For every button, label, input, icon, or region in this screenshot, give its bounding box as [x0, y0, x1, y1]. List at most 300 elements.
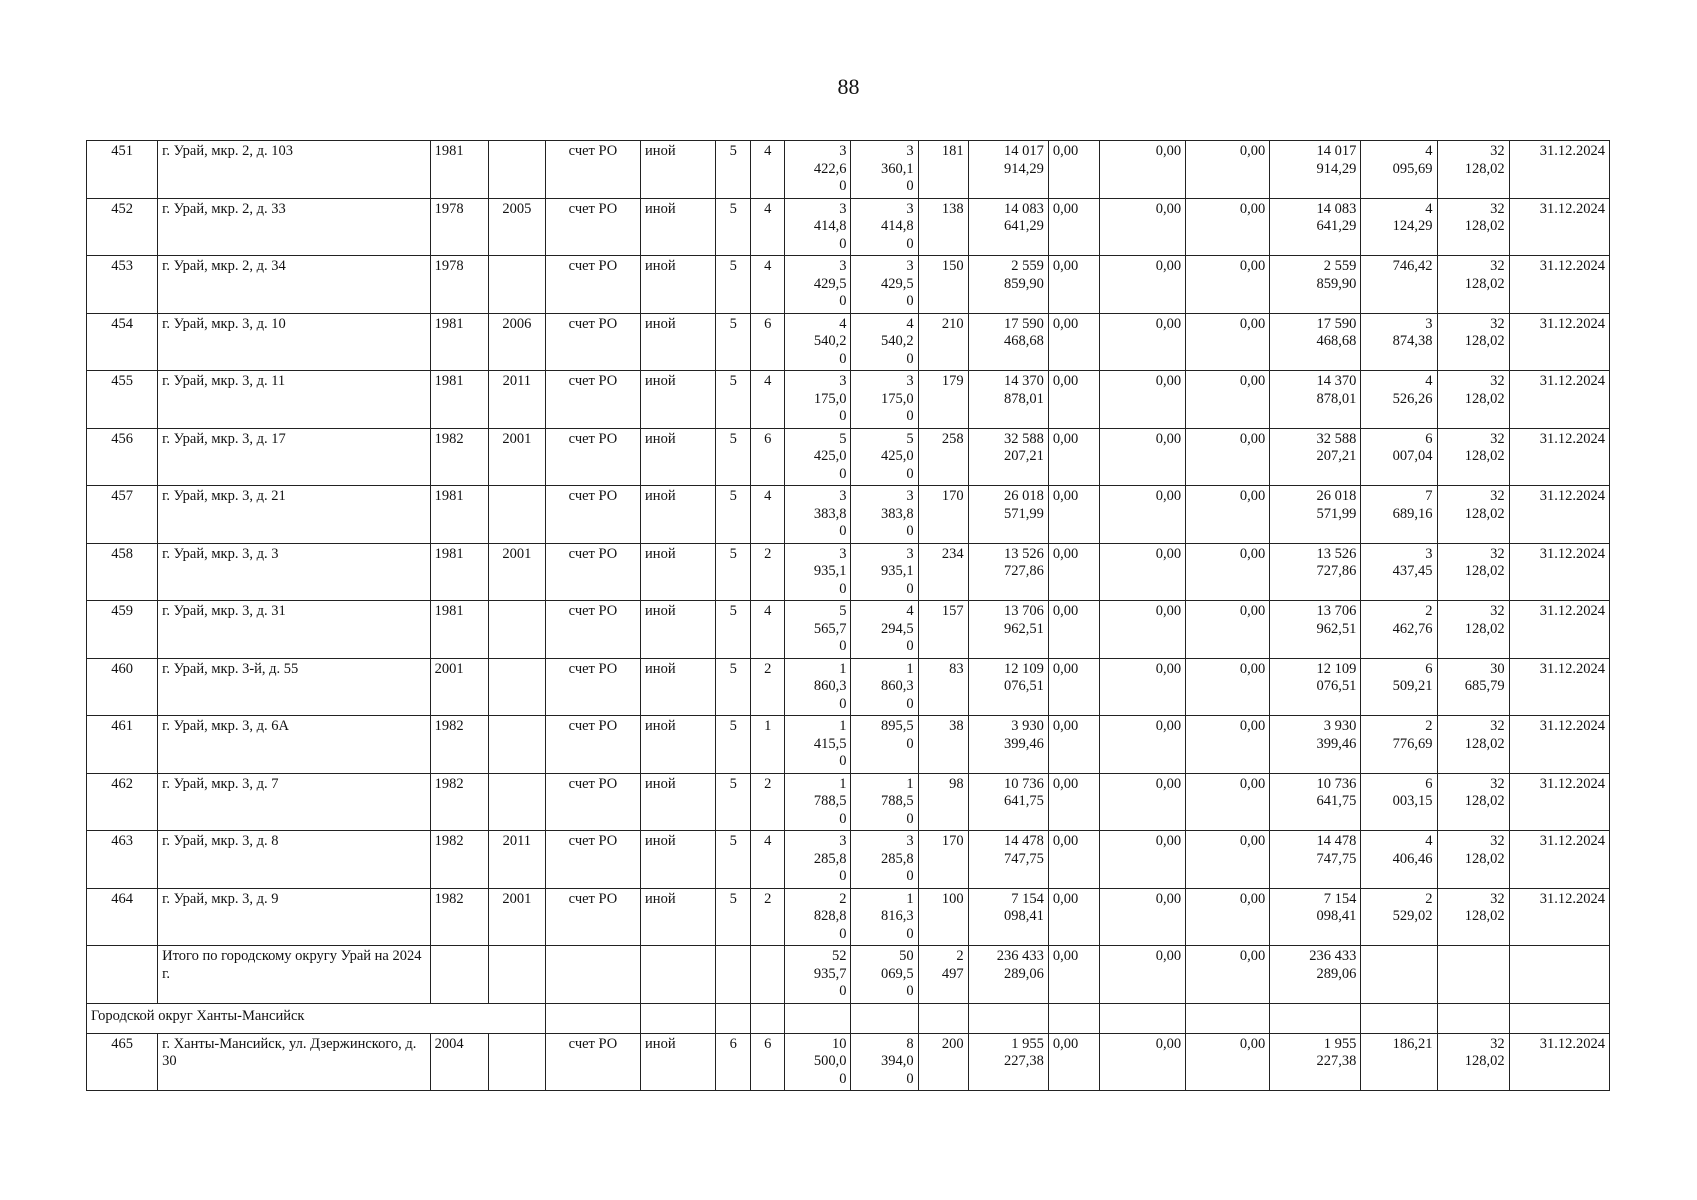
cell-row-number: 460 [87, 658, 158, 716]
table-row [87, 716, 1610, 774]
cell-total-area: 3 935,1 0 [785, 543, 851, 601]
cell-row-number: 465 [87, 1033, 158, 1091]
cell-residents: 258 [918, 428, 968, 486]
cell-residential-area: 1 816,3 0 [851, 888, 918, 946]
cell-material-type: иной [641, 198, 716, 256]
cell-unit-cost: 4 406,46 [1361, 831, 1437, 889]
empty-cell [641, 1003, 716, 1033]
cell-max-unit-cost: 32 128,02 [1437, 256, 1509, 314]
housing-registry-table [86, 140, 1610, 1091]
cell-residents: 210 [918, 313, 968, 371]
cell-completion-date: 31.12.2024 [1509, 141, 1609, 199]
cell-entrances: 6 [751, 428, 785, 486]
cell-floors: 5 [716, 658, 751, 716]
cell-row-number: 458 [87, 543, 158, 601]
cell-entrances: 4 [751, 601, 785, 659]
cell-total-cost: 1 955 227,38 [968, 1033, 1048, 1091]
cell-unit-cost: 2 529,02 [1361, 888, 1437, 946]
cell-completion-date: 31.12.2024 [1509, 428, 1609, 486]
cell-material-type: иной [641, 716, 716, 774]
cell-residents: 98 [918, 773, 968, 831]
empty-cell [1099, 1003, 1185, 1033]
cell-municipal-funds: 0,00 [1186, 773, 1270, 831]
cell-fund-method: счет РО [545, 313, 640, 371]
cell-regional-funds: 0,00 [1099, 313, 1185, 371]
cell-address: г. Урай, мкр. 3, д. 11 [158, 371, 431, 429]
cell-unit-cost: 4 526,26 [1361, 371, 1437, 429]
cell-material-type: иной [641, 1033, 716, 1091]
table-row [87, 888, 1610, 946]
empty-cell [545, 1003, 640, 1033]
empty-cell [1048, 1003, 1099, 1033]
cell-row-number: 461 [87, 716, 158, 774]
cell-material-type: иной [641, 543, 716, 601]
cell-total-cost: 2 559 859,90 [968, 256, 1048, 314]
cell-residential-area: 50 069,5 0 [851, 946, 918, 1004]
table-row [87, 486, 1610, 544]
cell-municipal-funds: 0,00 [1186, 831, 1270, 889]
cell-federal-funds: 0,00 [1048, 658, 1099, 716]
cell-total-area: 10 500,0 0 [785, 1033, 851, 1091]
cell-total-area: 1 860,3 0 [785, 658, 851, 716]
cell-entrances: 4 [751, 486, 785, 544]
cell-address: г. Урай, мкр. 2, д. 103 [158, 141, 431, 199]
cell-overhaul-year: 2001 [488, 543, 545, 601]
empty-cell [1361, 1003, 1437, 1033]
cell-entrances: 2 [751, 773, 785, 831]
cell-build-year: 1978 [430, 198, 488, 256]
cell-residential-area: 4 540,2 0 [851, 313, 918, 371]
cell-total-area: 2 828,8 0 [785, 888, 851, 946]
cell-address: г. Урай, мкр. 2, д. 33 [158, 198, 431, 256]
cell-material-type: иной [641, 313, 716, 371]
cell-regional-funds: 0,00 [1099, 371, 1185, 429]
cell-row-number: 462 [87, 773, 158, 831]
cell-regional-funds: 0,00 [1099, 141, 1185, 199]
cell-fund-method: счет РО [545, 658, 640, 716]
cell-residential-area: 3 414,8 0 [851, 198, 918, 256]
cell-build-year: 1981 [430, 601, 488, 659]
cell-completion-date: 31.12.2024 [1509, 888, 1609, 946]
cell-regional-funds: 0,00 [1099, 198, 1185, 256]
cell-unit-cost: 746,42 [1361, 256, 1437, 314]
cell-completion-date: 31.12.2024 [1509, 773, 1609, 831]
cell-overhaul-year: 2001 [488, 428, 545, 486]
section-header-row [87, 1003, 1610, 1033]
empty-cell [716, 1003, 751, 1033]
cell-floors: 5 [716, 601, 751, 659]
empty-cell [968, 1003, 1048, 1033]
cell-build-year: 1982 [430, 428, 488, 486]
cell-total-area: 1 788,5 0 [785, 773, 851, 831]
cell-unit-cost [1361, 946, 1437, 1004]
cell-max-unit-cost: 32 128,02 [1437, 486, 1509, 544]
cell-total-area: 3 285,8 0 [785, 831, 851, 889]
cell-total-area: 52 935,7 0 [785, 946, 851, 1004]
cell-municipal-funds: 0,00 [1186, 888, 1270, 946]
cell-address: г. Урай, мкр. 3, д. 17 [158, 428, 431, 486]
cell-owner-funds: 14 370 878,01 [1270, 371, 1361, 429]
cell-entrances [751, 946, 785, 1004]
cell-entrances: 4 [751, 198, 785, 256]
cell-federal-funds: 0,00 [1048, 313, 1099, 371]
cell-row-number: 452 [87, 198, 158, 256]
cell-regional-funds: 0,00 [1099, 658, 1185, 716]
cell-build-year: 1978 [430, 256, 488, 314]
cell-municipal-funds: 0,00 [1186, 486, 1270, 544]
cell-row-number [87, 946, 158, 1004]
table-row [87, 543, 1610, 601]
cell-federal-funds: 0,00 [1048, 946, 1099, 1004]
cell-municipal-funds: 0,00 [1186, 141, 1270, 199]
cell-residential-area: 1 860,3 0 [851, 658, 918, 716]
cell-regional-funds: 0,00 [1099, 888, 1185, 946]
cell-address: г. Урай, мкр. 2, д. 34 [158, 256, 431, 314]
cell-municipal-funds: 0,00 [1186, 658, 1270, 716]
cell-unit-cost: 3 874,38 [1361, 313, 1437, 371]
cell-build-year: 1982 [430, 773, 488, 831]
section-title: Городской округ Ханты-Мансийск [87, 1003, 546, 1033]
cell-residents: 150 [918, 256, 968, 314]
cell-total-cost: 14 017 914,29 [968, 141, 1048, 199]
cell-owner-funds: 14 083 641,29 [1270, 198, 1361, 256]
cell-total-area: 5 565,7 0 [785, 601, 851, 659]
cell-completion-date: 31.12.2024 [1509, 486, 1609, 544]
table-row [87, 313, 1610, 371]
cell-overhaul-year [488, 658, 545, 716]
cell-owner-funds: 3 930 399,46 [1270, 716, 1361, 774]
cell-row-number: 464 [87, 888, 158, 946]
cell-overhaul-year [488, 716, 545, 774]
cell-residential-area: 3 935,1 0 [851, 543, 918, 601]
cell-row-number: 463 [87, 831, 158, 889]
cell-owner-funds: 1 955 227,38 [1270, 1033, 1361, 1091]
cell-material-type: иной [641, 601, 716, 659]
cell-municipal-funds: 0,00 [1186, 1033, 1270, 1091]
cell-owner-funds: 17 590 468,68 [1270, 313, 1361, 371]
empty-cell [851, 1003, 918, 1033]
cell-overhaul-year [488, 601, 545, 659]
cell-floors: 5 [716, 141, 751, 199]
cell-residents: 38 [918, 716, 968, 774]
cell-max-unit-cost: 32 128,02 [1437, 601, 1509, 659]
cell-material-type: иной [641, 888, 716, 946]
cell-row-number: 454 [87, 313, 158, 371]
cell-material-type: иной [641, 428, 716, 486]
cell-completion-date: 31.12.2024 [1509, 198, 1609, 256]
cell-build-year: 1982 [430, 831, 488, 889]
cell-total-cost: 14 478 747,75 [968, 831, 1048, 889]
table-row [87, 371, 1610, 429]
cell-overhaul-year [488, 773, 545, 831]
cell-floors: 5 [716, 428, 751, 486]
cell-floors: 6 [716, 1033, 751, 1091]
cell-owner-funds: 236 433 289,06 [1270, 946, 1361, 1004]
cell-residents: 200 [918, 1033, 968, 1091]
cell-entrances: 4 [751, 141, 785, 199]
cell-total-cost: 14 083 641,29 [968, 198, 1048, 256]
cell-owner-funds: 13 526 727,86 [1270, 543, 1361, 601]
cell-federal-funds: 0,00 [1048, 428, 1099, 486]
cell-federal-funds: 0,00 [1048, 543, 1099, 601]
cell-build-year: 1982 [430, 888, 488, 946]
cell-completion-date [1509, 946, 1609, 1004]
cell-owner-funds: 12 109 076,51 [1270, 658, 1361, 716]
cell-floors: 5 [716, 198, 751, 256]
cell-federal-funds: 0,00 [1048, 141, 1099, 199]
cell-residential-area: 1 788,5 0 [851, 773, 918, 831]
cell-residents: 2 497 [918, 946, 968, 1004]
cell-row-number: 457 [87, 486, 158, 544]
cell-total-cost: 13 706 962,51 [968, 601, 1048, 659]
cell-unit-cost: 2 776,69 [1361, 716, 1437, 774]
cell-residential-area: 8 394,0 0 [851, 1033, 918, 1091]
cell-overhaul-year: 2001 [488, 888, 545, 946]
cell-fund-method: счет РО [545, 198, 640, 256]
cell-residential-area: 3 383,8 0 [851, 486, 918, 544]
cell-federal-funds: 0,00 [1048, 773, 1099, 831]
cell-address: г. Урай, мкр. 3, д. 6А [158, 716, 431, 774]
cell-overhaul-year [488, 946, 545, 1004]
cell-fund-method: счет РО [545, 831, 640, 889]
cell-floors: 5 [716, 256, 751, 314]
empty-cell [1437, 1003, 1509, 1033]
cell-floors: 5 [716, 486, 751, 544]
cell-max-unit-cost: 32 128,02 [1437, 888, 1509, 946]
cell-residents: 234 [918, 543, 968, 601]
cell-total-cost: 236 433 289,06 [968, 946, 1048, 1004]
cell-total-area: 3 175,0 0 [785, 371, 851, 429]
cell-residential-area: 3 285,8 0 [851, 831, 918, 889]
cell-address: г. Урай, мкр. 3, д. 21 [158, 486, 431, 544]
cell-unit-cost: 6 003,15 [1361, 773, 1437, 831]
empty-cell [785, 1003, 851, 1033]
cell-municipal-funds: 0,00 [1186, 313, 1270, 371]
cell-fund-method: счет РО [545, 716, 640, 774]
cell-total-area: 3 429,5 0 [785, 256, 851, 314]
cell-municipal-funds: 0,00 [1186, 543, 1270, 601]
cell-owner-funds: 26 018 571,99 [1270, 486, 1361, 544]
cell-build-year: 2001 [430, 658, 488, 716]
cell-residents: 181 [918, 141, 968, 199]
cell-total-cost: 7 154 098,41 [968, 888, 1048, 946]
table-row [87, 831, 1610, 889]
cell-total-cost: 10 736 641,75 [968, 773, 1048, 831]
cell-regional-funds: 0,00 [1099, 946, 1185, 1004]
cell-owner-funds: 32 588 207,21 [1270, 428, 1361, 486]
cell-unit-cost: 7 689,16 [1361, 486, 1437, 544]
cell-residents: 83 [918, 658, 968, 716]
cell-floors: 5 [716, 371, 751, 429]
cell-unit-cost: 6 509,21 [1361, 658, 1437, 716]
cell-federal-funds: 0,00 [1048, 1033, 1099, 1091]
cell-overhaul-year: 2006 [488, 313, 545, 371]
cell-address: г. Урай, мкр. 3, д. 9 [158, 888, 431, 946]
cell-federal-funds: 0,00 [1048, 888, 1099, 946]
cell-federal-funds: 0,00 [1048, 601, 1099, 659]
cell-material-type: иной [641, 773, 716, 831]
cell-municipal-funds: 0,00 [1186, 371, 1270, 429]
cell-municipal-funds: 0,00 [1186, 428, 1270, 486]
total-row [87, 946, 1610, 1004]
table-row [87, 428, 1610, 486]
cell-address: г. Урай, мкр. 3, д. 7 [158, 773, 431, 831]
cell-fund-method: счет РО [545, 428, 640, 486]
cell-material-type [641, 946, 716, 1004]
cell-total-area: 5 425,0 0 [785, 428, 851, 486]
table-row [87, 141, 1610, 199]
cell-completion-date: 31.12.2024 [1509, 256, 1609, 314]
cell-overhaul-year: 2011 [488, 371, 545, 429]
cell-max-unit-cost: 32 128,02 [1437, 716, 1509, 774]
cell-max-unit-cost: 32 128,02 [1437, 371, 1509, 429]
cell-residents: 100 [918, 888, 968, 946]
cell-residents: 179 [918, 371, 968, 429]
cell-row-number: 455 [87, 371, 158, 429]
cell-fund-method: счет РО [545, 1033, 640, 1091]
cell-build-year: 1981 [430, 543, 488, 601]
cell-regional-funds: 0,00 [1099, 486, 1185, 544]
cell-build-year: 1981 [430, 486, 488, 544]
cell-max-unit-cost: 30 685,79 [1437, 658, 1509, 716]
empty-cell [1186, 1003, 1270, 1033]
cell-total-cost: 12 109 076,51 [968, 658, 1048, 716]
cell-overhaul-year [488, 256, 545, 314]
cell-total-area: 4 540,2 0 [785, 313, 851, 371]
cell-total-area: 3 414,8 0 [785, 198, 851, 256]
cell-address: г. Урай, мкр. 3-й, д. 55 [158, 658, 431, 716]
cell-overhaul-year [488, 486, 545, 544]
cell-regional-funds: 0,00 [1099, 256, 1185, 314]
cell-owner-funds: 10 736 641,75 [1270, 773, 1361, 831]
cell-floors [716, 946, 751, 1004]
cell-federal-funds: 0,00 [1048, 198, 1099, 256]
cell-total-cost: 17 590 468,68 [968, 313, 1048, 371]
cell-row-number: 456 [87, 428, 158, 486]
cell-total-area: 3 422,6 0 [785, 141, 851, 199]
cell-floors: 5 [716, 716, 751, 774]
cell-unit-cost: 6 007,04 [1361, 428, 1437, 486]
cell-owner-funds: 2 559 859,90 [1270, 256, 1361, 314]
cell-build-year: 1981 [430, 371, 488, 429]
empty-cell [918, 1003, 968, 1033]
cell-federal-funds: 0,00 [1048, 486, 1099, 544]
cell-overhaul-year: 2011 [488, 831, 545, 889]
table-row [87, 773, 1610, 831]
cell-regional-funds: 0,00 [1099, 716, 1185, 774]
cell-residential-area: 3 429,5 0 [851, 256, 918, 314]
cell-municipal-funds: 0,00 [1186, 256, 1270, 314]
cell-owner-funds: 13 706 962,51 [1270, 601, 1361, 659]
cell-fund-method: счет РО [545, 888, 640, 946]
cell-fund-method: счет РО [545, 486, 640, 544]
table-row [87, 601, 1610, 659]
cell-residential-area: 5 425,0 0 [851, 428, 918, 486]
cell-entrances: 6 [751, 1033, 785, 1091]
cell-total-cost: 13 526 727,86 [968, 543, 1048, 601]
cell-unit-cost: 3 437,45 [1361, 543, 1437, 601]
cell-material-type: иной [641, 141, 716, 199]
cell-residential-area: 3 175,0 0 [851, 371, 918, 429]
cell-floors: 5 [716, 543, 751, 601]
cell-fund-method: счет РО [545, 141, 640, 199]
cell-row-number: 451 [87, 141, 158, 199]
cell-total-cost: 26 018 571,99 [968, 486, 1048, 544]
cell-residential-area: 4 294,5 0 [851, 601, 918, 659]
cell-completion-date: 31.12.2024 [1509, 371, 1609, 429]
cell-build-year: 1981 [430, 141, 488, 199]
cell-fund-method: счет РО [545, 601, 640, 659]
table-row [87, 658, 1610, 716]
cell-federal-funds: 0,00 [1048, 371, 1099, 429]
registry-body [87, 141, 1610, 1091]
cell-unit-cost: 4 095,69 [1361, 141, 1437, 199]
cell-total-cost: 14 370 878,01 [968, 371, 1048, 429]
cell-material-type: иной [641, 831, 716, 889]
cell-entrances: 6 [751, 313, 785, 371]
cell-material-type: иной [641, 486, 716, 544]
cell-regional-funds: 0,00 [1099, 543, 1185, 601]
cell-floors: 5 [716, 888, 751, 946]
cell-completion-date: 31.12.2024 [1509, 831, 1609, 889]
cell-federal-funds: 0,00 [1048, 716, 1099, 774]
cell-residents: 157 [918, 601, 968, 659]
cell-completion-date: 31.12.2024 [1509, 1033, 1609, 1091]
cell-entrances: 4 [751, 371, 785, 429]
cell-completion-date: 31.12.2024 [1509, 313, 1609, 371]
cell-max-unit-cost: 32 128,02 [1437, 198, 1509, 256]
cell-municipal-funds: 0,00 [1186, 601, 1270, 659]
cell-regional-funds: 0,00 [1099, 831, 1185, 889]
cell-unit-cost: 2 462,76 [1361, 601, 1437, 659]
cell-floors: 5 [716, 313, 751, 371]
cell-overhaul-year [488, 141, 545, 199]
cell-address: г. Урай, мкр. 3, д. 3 [158, 543, 431, 601]
cell-build-year: 1981 [430, 313, 488, 371]
cell-material-type: иной [641, 371, 716, 429]
empty-cell [751, 1003, 785, 1033]
cell-municipal-funds: 0,00 [1186, 198, 1270, 256]
cell-owner-funds: 14 478 747,75 [1270, 831, 1361, 889]
cell-owner-funds: 7 154 098,41 [1270, 888, 1361, 946]
table-row [87, 1033, 1610, 1091]
cell-entrances: 2 [751, 888, 785, 946]
cell-entrances: 2 [751, 543, 785, 601]
table-row [87, 256, 1610, 314]
cell-fund-method: счет РО [545, 371, 640, 429]
cell-max-unit-cost: 32 128,02 [1437, 313, 1509, 371]
cell-entrances: 1 [751, 716, 785, 774]
cell-regional-funds: 0,00 [1099, 773, 1185, 831]
cell-floors: 5 [716, 831, 751, 889]
cell-federal-funds: 0,00 [1048, 831, 1099, 889]
cell-municipal-funds: 0,00 [1186, 946, 1270, 1004]
cell-address: г. Урай, мкр. 3, д. 10 [158, 313, 431, 371]
cell-address: г. Урай, мкр. 3, д. 8 [158, 831, 431, 889]
cell-floors: 5 [716, 773, 751, 831]
cell-max-unit-cost: 32 128,02 [1437, 1033, 1509, 1091]
empty-cell [1270, 1003, 1361, 1033]
cell-fund-method: счет РО [545, 256, 640, 314]
cell-max-unit-cost: 32 128,02 [1437, 141, 1509, 199]
cell-entrances: 2 [751, 658, 785, 716]
cell-overhaul-year [488, 1033, 545, 1091]
cell-completion-date: 31.12.2024 [1509, 658, 1609, 716]
cell-federal-funds: 0,00 [1048, 256, 1099, 314]
table-row [87, 198, 1610, 256]
cell-address: г. Ханты-Мансийск, ул. Дзержинского, д. 30 [158, 1033, 431, 1091]
cell-build-year [430, 946, 488, 1004]
